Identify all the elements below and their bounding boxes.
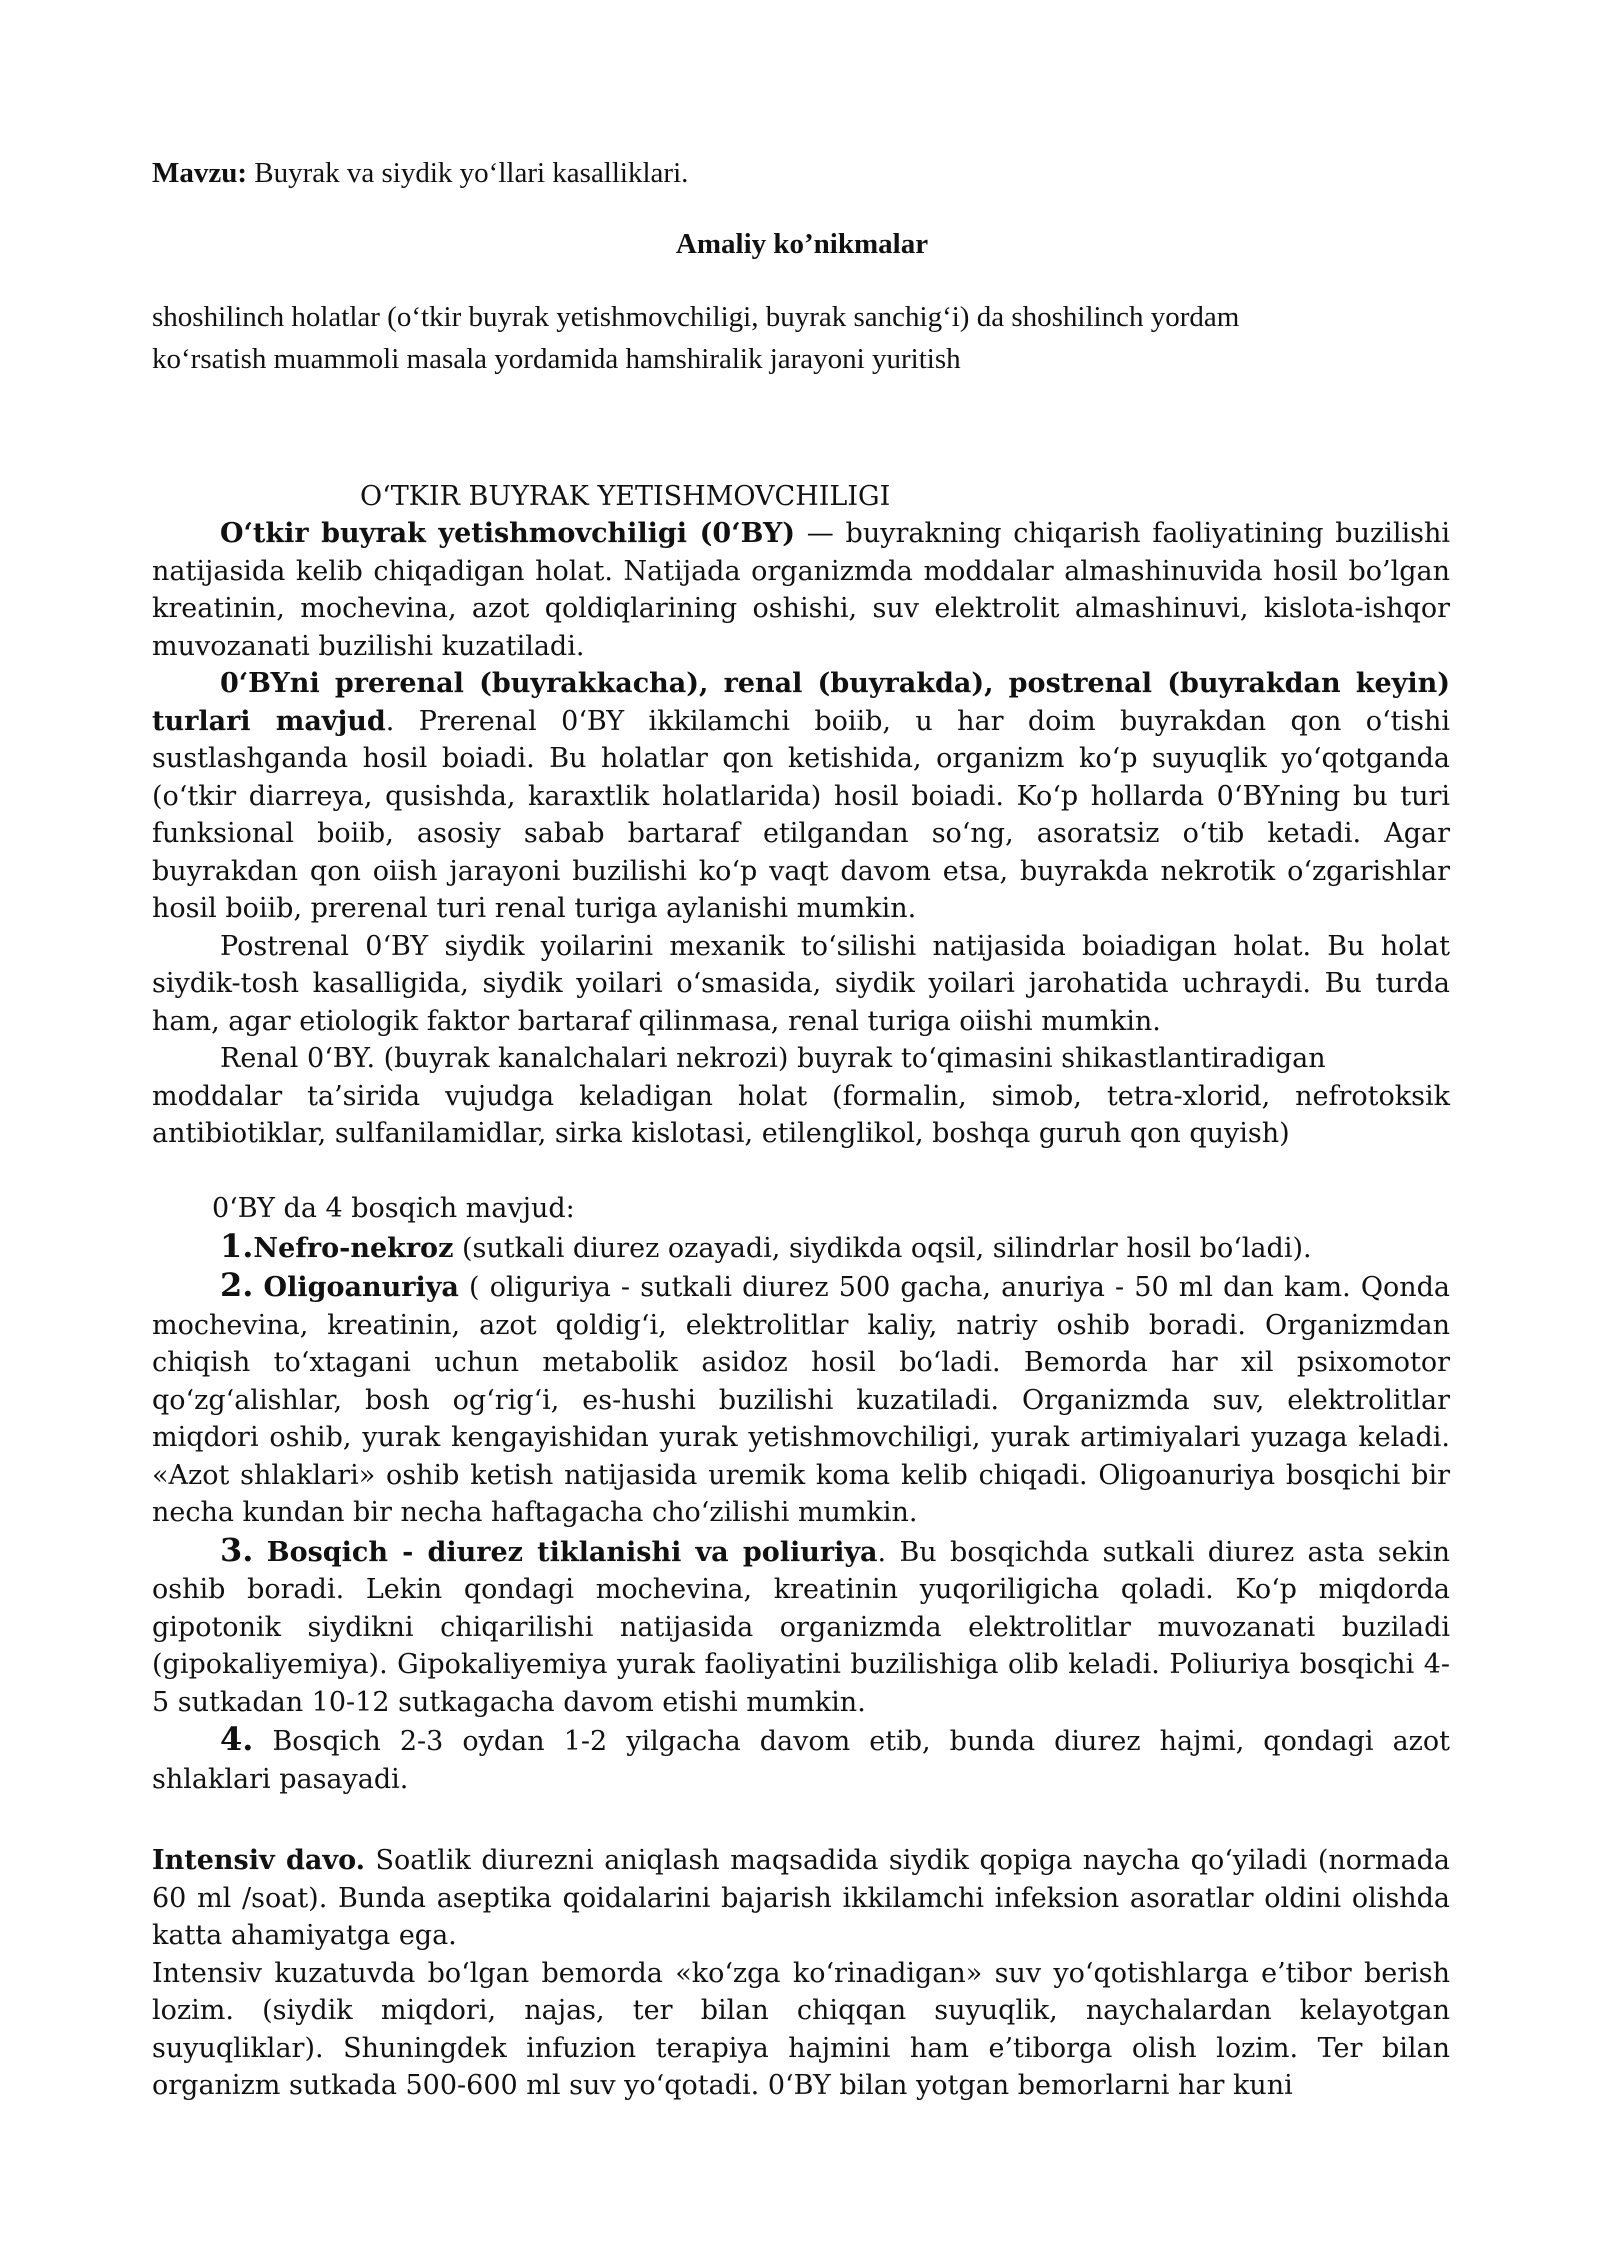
stage-text: Bosqich 2-3 oydan 1-2 yilgacha davom etib, bunda diurez hajmi, qondagi azot shlaklari pasayadi. [152,1726,1450,1795]
stage-text: (sutkali diurez ozayadi, siydikda oqsil, silindrlar hosil bo‘ladi). [453,1232,1312,1264]
main-heading: O‘TKIR BUYRAK YETISHMOVCHILIGI [360,481,891,512]
definition-text: — buyrakning chiqarish faoliyatining buzilishi natijasida kelib chiqadigan holat. Natijada organizmda moddalar almashinuvida hosil bo’lgan kreatinin, mochevina, azot qoldiqlarining oshishi, suv elektrolit almashinuvi, kislota-ishqor muvozanati buzilishi kuzatiladi. [152,518,1450,662]
body-renal [152,1040,1450,1153]
renal-rest: moddalar ta’sirida vujudga keladigan holat (formalin, simob, tetra-xlorid, nefrotoksik antibiotiklar, sulfanilamidlar, sirka kislotasi, etilenglikol, boshqa guruh qon quyish) [152,1080,1450,1149]
types-term: 0‘BYni prerenal (buyrakkacha), renal (buyrakda), postrenal (buyrakdan keyin) turlari mavjud [152,668,1450,737]
intro-line: shoshilinch holatlar (o‘tkir buyrak yetishmovchiligi, buyrak sanchig‘i) da shoshilinch yordam [152,301,1240,333]
stage-item [152,1532,1450,1722]
stage-title: Oligoanuriya [263,1272,459,1303]
observation-paragraph: Intensiv kuzatuvda bo‘lgan bemorda «ko‘zga ko‘rinadigan» suv yo‘qotishlarga e’tibor berish lozim. (siydik miqdori, najas, ter bilan chiqqan suyuqlik, naychalardan kelayotgan suyuqliklar). Shuningdek infuzion terapiya hajmini ham e’tiborga olish lozim. Ter bilan organizm sutkada 500-600 ml suv yo‘qotadi. 0‘BY bilan yotgan bemorlarni har kuni [152,1957,1450,2101]
stage-item [152,1721,1450,1798]
stage-title: Bosqich - diurez tiklanishi va poliuriya [266,1536,878,1568]
stage-title: Nefro-nekroz [253,1232,454,1264]
intro-line: ko‘rsatish muammoli masala yordamida hamshiralik jarayoni yuritish [152,343,961,375]
intensive-block [152,1842,1450,2105]
stages-intro: 0‘BY da 4 bosqich mavjud: [212,1193,575,1224]
topic-label: Mavzu: [152,157,248,189]
renal-first-line: Renal 0‘BY. (buyrak kanalchalari nekrozi) buyrak to‘qimasini shikastlantiradigan [220,1043,1326,1074]
stage-number: 3. [220,1530,254,1569]
definition-term: O‘tkir buyrak yetishmovchiligi (0‘BY) [220,518,795,549]
section-title: Amaliy ko’nikmalar [675,228,929,260]
intensive-paragraph [152,1842,1450,1955]
intensive-term: Intensiv davo. [152,1845,366,1876]
intensive-text: Soatlik diurezni aniqlash maqsadida siydik qopiga naycha qo‘yiladi (normada 60 ml /soat). Bunda aseptika qoidalarini bajarish ikkilamchi infeksion asoratlar oldini olishda katta ahamiyatga ega. [152,1845,1450,1951]
topic-line [152,156,688,190]
stage-item [152,1228,1450,1268]
definition-paragraph [152,515,1450,665]
stage-number: 1. [220,1226,254,1265]
intro-paragraph [152,296,1452,380]
stages-block [152,1190,1450,1798]
stage-item [152,1267,1450,1532]
body-upper [152,515,1450,1040]
stage-number: 4. [220,1720,254,1758]
stage-text: . Bu bosqichda sutkali diurez asta sekin oshib boradi. Lekin qondagi mochevina, kreatinin yuqoriligicha qoladi. Ko‘p miqdorda gipotonik siydikni chiqarilishi natijasida organizmda elektrolitlar muvozanati buziladi (gipokaliyemiya). Gipokaliyemiya yurak faoliyatini buzilishiga olib keladi. Poliuriya bosqichi 4-5 sutkadan 10-12 sutkagacha davom etishi mumkin. [152,1536,1450,1718]
topic-text: Buyrak va siydik yo‘llari kasalliklari. [247,157,689,189]
types-text: . Prerenal 0‘BY ikkilamchi boiib, u har doim buyrakdan qon o‘tishi sustlashganda hosil boiadi. Bu holatlar qon ketishida, organizm ko‘p suyuqlik yo‘qotganda (o‘tkir diarreya, qusishda, karaxtlik holatlarida) hosil boiadi. Ko‘p hollarda 0‘BYning bu turi funksional boiib, asosiy sabab bartaraf etilgandan so‘ng, asoratsiz o‘tib ketadi. Agar buyrakdan qon oiish jarayoni buzilishi ko‘p vaqt davom etsa, buyrakda nekrotik o‘zgarishlar hosil boiib, prerenal turi renal turiga aylanishi mumkin. [152,705,1450,924]
stage-number: 2. [220,1266,254,1304]
types-paragraph [152,665,1450,928]
stage-text: ( oliguriya - sutkali diurez 500 gacha, anuriya - 50 ml dan kam. Qonda mochevina, kreatinin, azot qoldig‘i, elektrolitlar kaliy, natriy oshib boradi. Organizmdan chiqish to‘xtagani uchun metabolik asidoz hosil bo‘ladi. Bemorda har xil psixomotor qo‘zg‘alishlar, bosh og‘rig‘i, es-hushi buzilishi kuzatiladi. Organizmda suv, elektrolitlar miqdori oshib, yurak kengayishidan yurak yetishmovchiligi, yurak artimiyalari yuzaga keladi. «Azot shlaklari» oshib ketish natijasida uremik koma kelib chiqadi. Oligoanuriya bosqichi bir necha kundan bir necha haftagacha cho‘zilishi mumkin. [152,1272,1450,1528]
postrenal-paragraph: Postrenal 0‘BY siydik yoilarini mexanik to‘silishi natijasida boiadigan holat. Bu holat siydik-tosh kasalligida, siydik yoilari o‘smasida, siydik yoilari jarohatida uchraydi. Bu turda ham, agar etiologik faktor bartaraf qilinmasa, renal turiga oiishi mumkin. [152,930,1450,1037]
